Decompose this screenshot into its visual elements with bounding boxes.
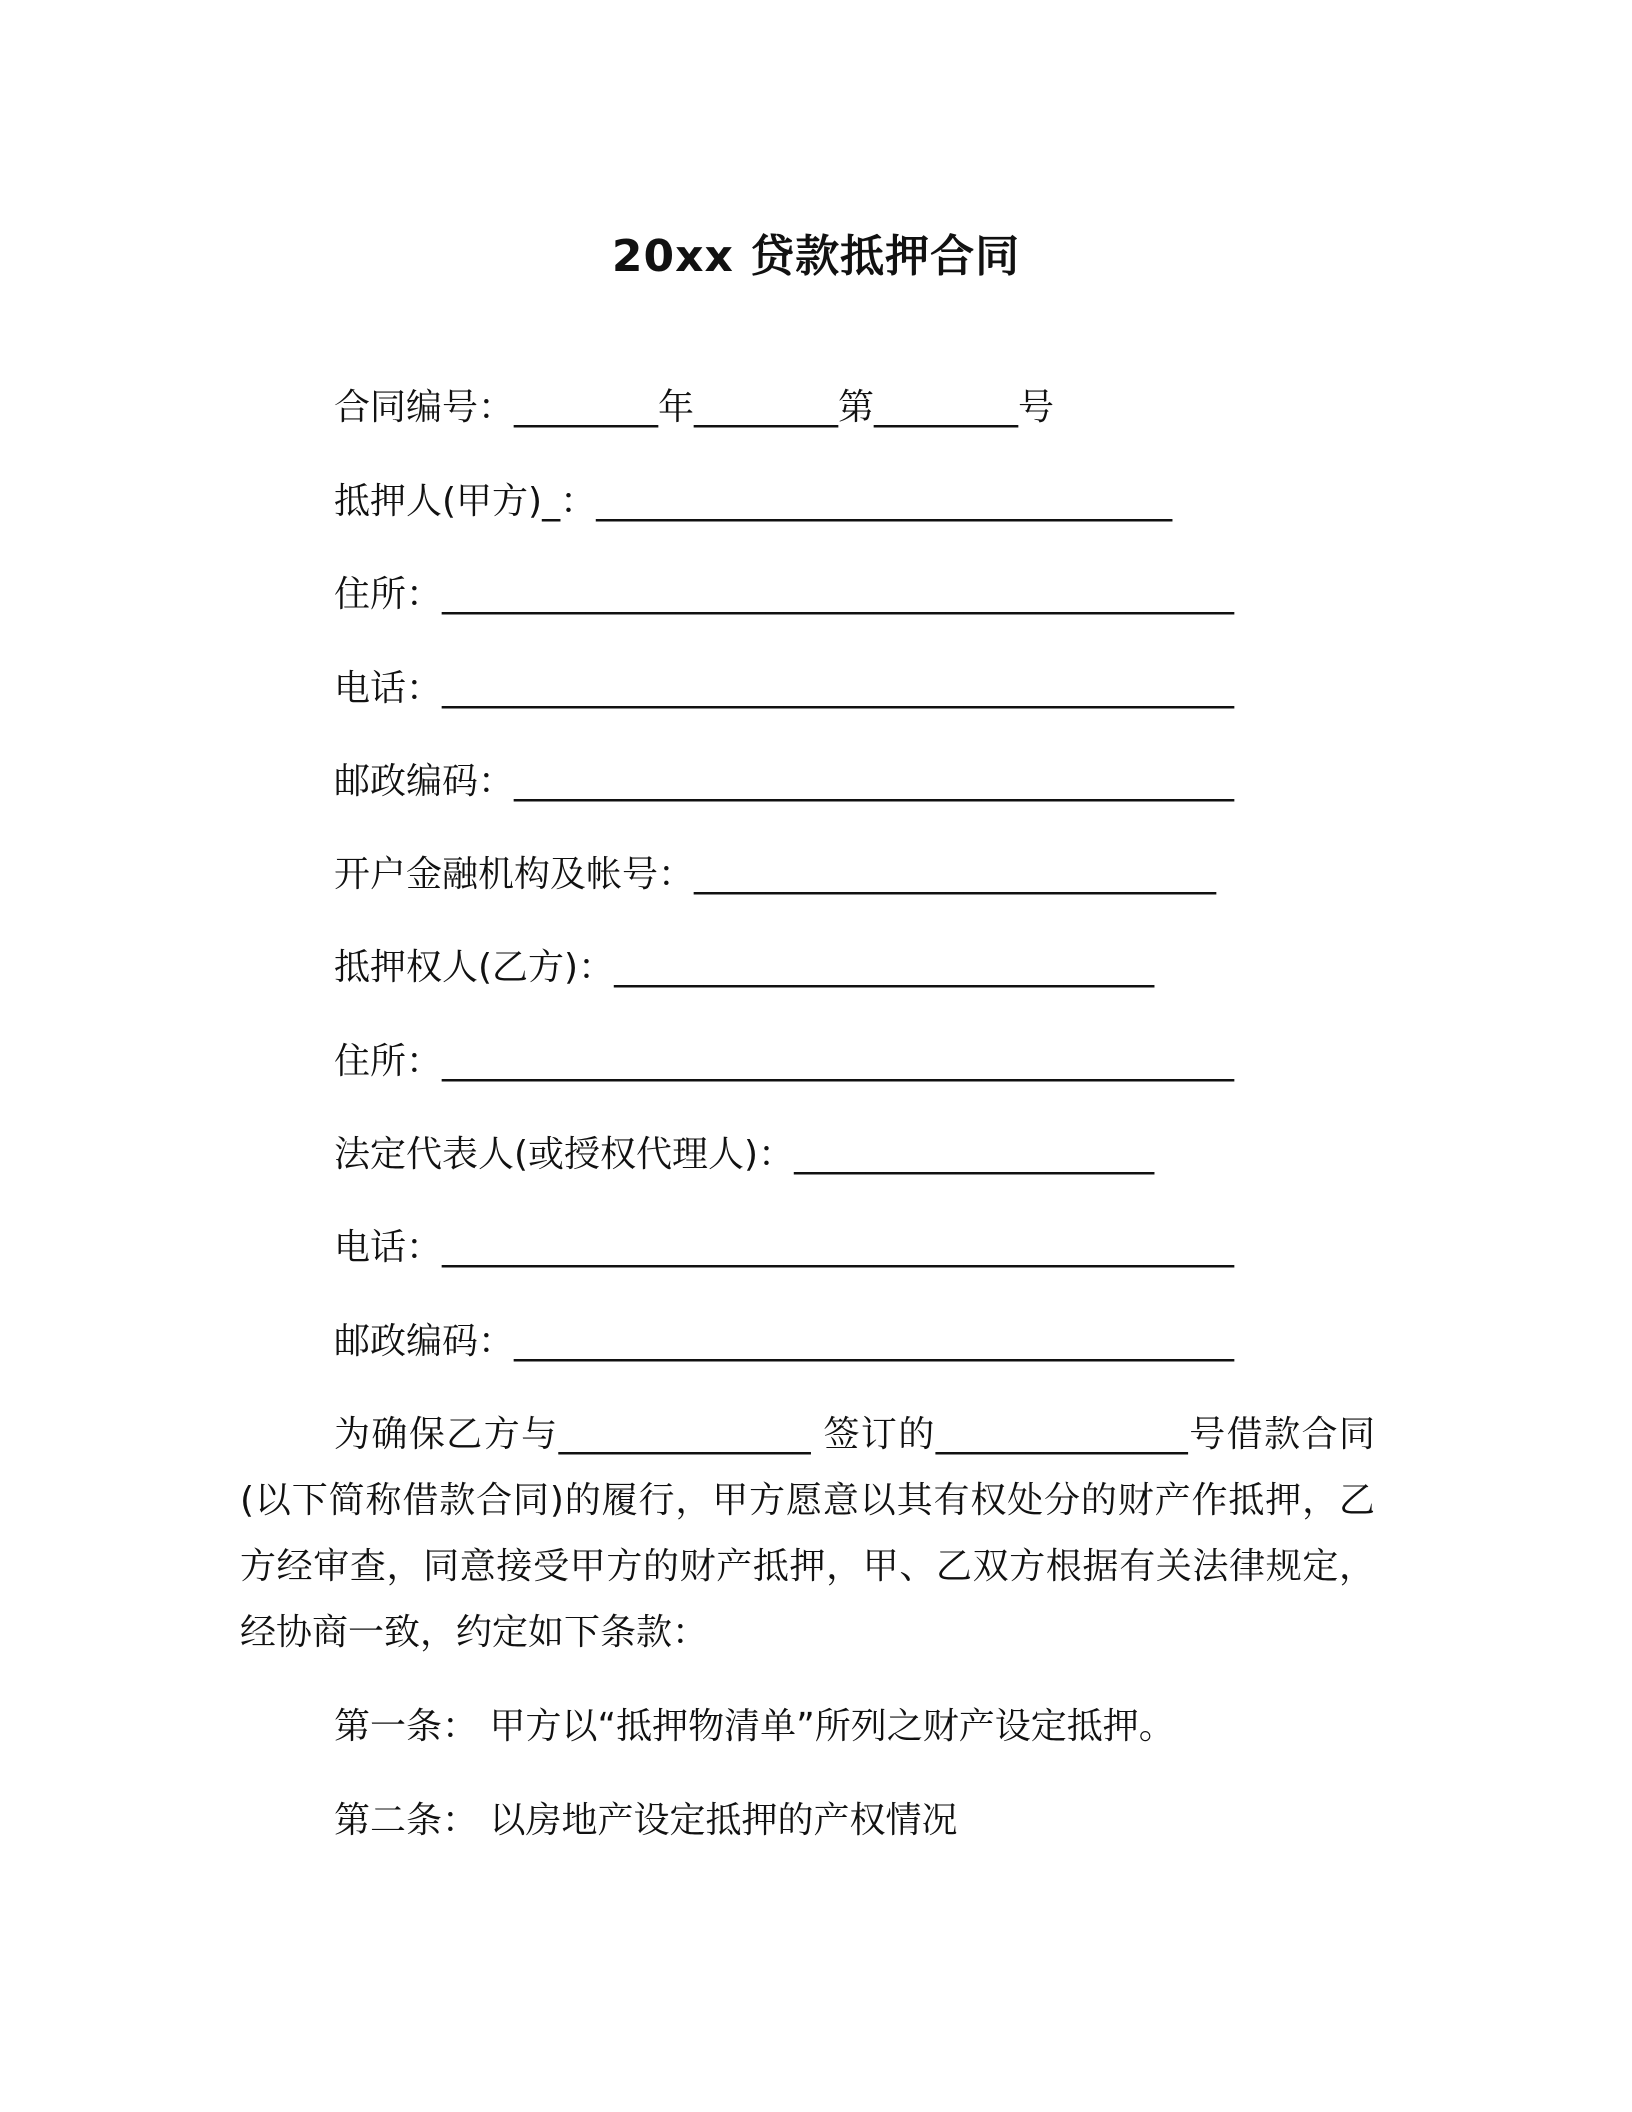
intro-paragraph: 为确保乙方与______________ 签订的______________号借款合同(以下简称借款合同)的履行，甲方愿意以其有权处分的财产作抵押，乙方经审查，同意接受甲方的财产抵押，甲、乙双方根据有关法律规定，经协商一致，约定如下条款： [240, 1414, 1375, 1653]
mortgagee-phone-field: 电话：____________________________________________ [334, 1227, 1235, 1268]
mortgagor-name-field: 抵押人(甲方)_：________________________________ [334, 481, 1173, 522]
mortgagor-address-field: 住所：____________________________________________ [334, 574, 1235, 615]
legal-representative-field: 法定代表人(或授权代理人)：____________________ [334, 1134, 1155, 1175]
bank-account-field: 开户金融机构及帐号：_____________________________ [334, 854, 1217, 895]
mortgagee-address-field: 住所：____________________________________________ [334, 1041, 1235, 1082]
contract-number-field: 合同编号：________年________第________号 [334, 387, 1055, 428]
mortgagor-postcode-field: 邮政编码：________________________________________ [334, 761, 1235, 802]
mortgagee-name-field: 抵押权人(乙方)：______________________________ [334, 947, 1155, 988]
document-title: 20xx 贷款抵押合同 [611, 231, 1021, 282]
mortgagor-phone-field: 电话：____________________________________________ [334, 668, 1235, 709]
clause-1: 第一条： 甲方以“抵押物清单”所列之财产设定抵押。 [334, 1706, 1175, 1747]
clause-2: 第二条： 以房地产设定抵押的产权情况 [334, 1800, 958, 1841]
mortgagee-postcode-field: 邮政编码：________________________________________ [334, 1321, 1235, 1362]
